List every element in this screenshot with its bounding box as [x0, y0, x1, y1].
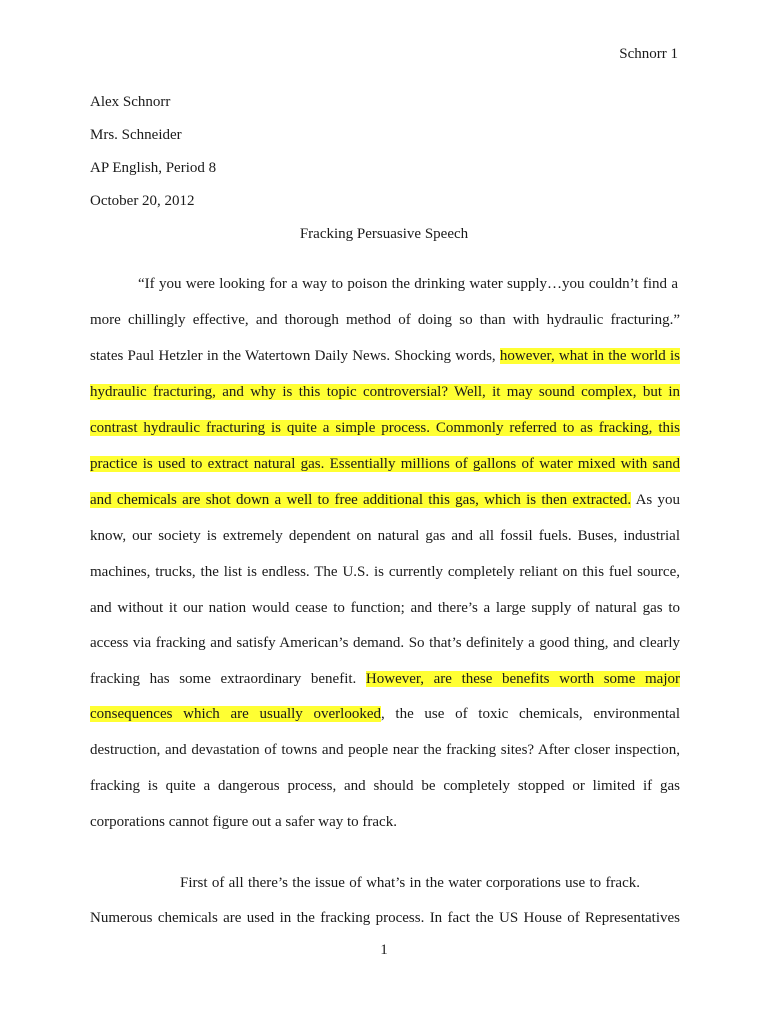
body-text-segment: states Paul Hetzler in the Watertown Daily News. Shocking words,: [90, 348, 500, 364]
body-text-segment: machines, trucks, the list is endless. The U.S. is currently completely reliant on this fuel source,: [90, 564, 680, 580]
body-line: [90, 908, 680, 928]
body-text-segment: fracking has some extraordinary benefit.: [90, 671, 366, 687]
course-name: AP English, Period 8: [90, 160, 217, 176]
body-text-segment: corporations cannot figure out a safer way to frack.: [90, 814, 397, 830]
body-text-segment: “If you were looking for a way to poison the drinking water supply…you couldn’t find a: [138, 276, 678, 292]
body-line: [90, 740, 680, 760]
body-line: [138, 274, 678, 294]
page-number: 1: [380, 942, 388, 958]
running-head: Schnorr 1: [619, 46, 678, 62]
body-text-segment: As you: [631, 492, 680, 508]
body-line: [90, 633, 680, 653]
body-line: [90, 346, 680, 366]
author-name: Alex Schnorr: [90, 94, 171, 110]
body-line: [180, 873, 640, 893]
teacher-name: Mrs. Schneider: [90, 127, 182, 143]
body-text-segment: more chillingly effective, and thorough method of doing so than with hydraulic fracturing.”: [90, 312, 680, 328]
body-line: [90, 704, 680, 724]
body-text-segment: and without it our nation would cease to function; and there’s a large supply of natural gas to: [90, 600, 680, 616]
body-text-segment: access via fracking and satisfy American’s demand. So that’s definitely a good thing, and clearly: [90, 635, 680, 651]
body-line: [90, 382, 680, 402]
body-text-segment: , the use of toxic chemicals, environmental: [380, 706, 680, 722]
body-line: [90, 418, 680, 438]
body-line: [90, 776, 680, 796]
body-text-segment: fracking is quite a dangerous process, and should be completely stopped or limited if gas: [90, 778, 680, 794]
body-text-segment: Numerous chemicals are used in the fracking process. In fact the US House of Representatives: [90, 910, 680, 926]
body-line: [90, 812, 680, 832]
body-line: [90, 454, 680, 474]
highlighted-text: however, what in the world is: [499, 348, 680, 364]
body-line: [90, 669, 680, 689]
essay-title: Fracking Persuasive Speech: [299, 226, 469, 242]
body-line: [90, 526, 680, 546]
highlighted-text: hydraulic fracturing, and why is this topic controversial? Well, it may sound complex, but in: [90, 384, 680, 400]
body-text-segment: know, our society is extremely dependent on natural gas and all fossil fuels. Buses, industrial: [90, 528, 680, 544]
body-line: [90, 562, 680, 582]
highlighted-text: and chemicals are shot down a well to free additional this gas, which is then extracted.: [90, 492, 632, 508]
highlighted-text: consequences which are usually overlooked: [90, 706, 381, 722]
highlighted-text: practice is used to extract natural gas. Essentially millions of gallons of water mixed with sand: [90, 456, 680, 472]
body-text-segment: First of all there’s the issue of what’s in the water corporations use to frack.: [180, 875, 640, 891]
body-line: [90, 490, 680, 510]
essay-date: October 20, 2012: [90, 193, 195, 209]
body-line: [90, 598, 680, 618]
body-line: [90, 310, 680, 330]
highlighted-text: However, are these benefits worth some major: [365, 671, 680, 687]
highlighted-text: contrast hydraulic fracturing is quite a simple process. Commonly referred to as fracking, this: [90, 420, 680, 436]
body-text-segment: destruction, and devastation of towns and people near the fracking sites? After closer inspection,: [90, 742, 680, 758]
